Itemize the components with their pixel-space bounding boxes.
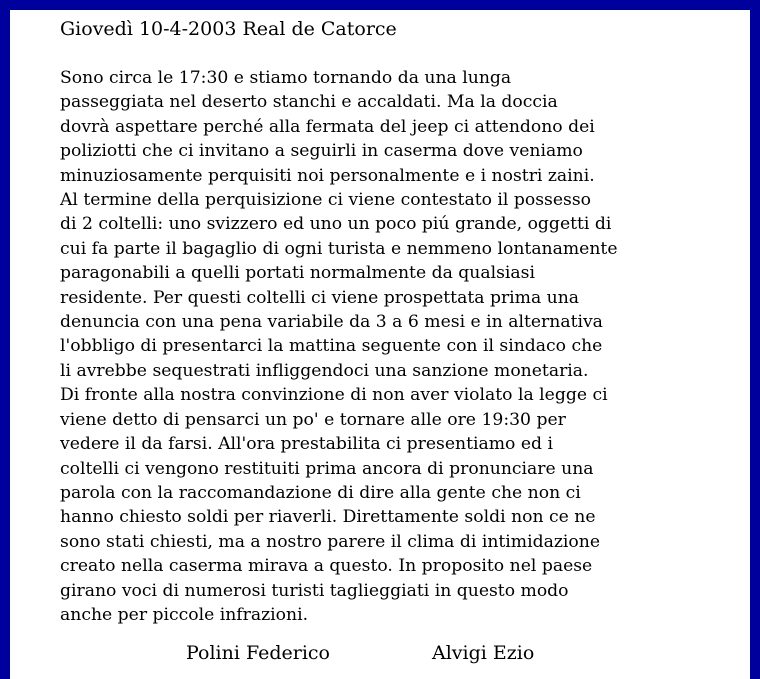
body-line: paragonabili a quelli portati normalmente da qualsiasi xyxy=(60,263,535,284)
body-line: residente. Per questi coltelli ci viene prospettata prima una xyxy=(60,287,580,308)
body-line: parola con la raccomandazione di dire alla gente che non ci xyxy=(60,482,581,503)
letter-body xyxy=(60,66,618,627)
body-line: poliziotti che ci invitano a seguirli in caserma dove veniamo xyxy=(60,141,583,162)
body-line: viene detto di pensarci un po' e tornare alle ore 19:30 per xyxy=(60,409,566,430)
body-line: creato nella caserma mirava a questo. In proposito nel paese xyxy=(60,556,593,577)
body-line: Di fronte alla nostra convinzione di non aver violato la legge ci xyxy=(60,385,608,406)
body-line: Al termine della perquisizione ci viene contestato il possesso xyxy=(60,190,592,211)
body-line: hanno chiesto soldi per riaverli. Direttamente soldi non ce ne xyxy=(60,507,596,528)
letter-heading: Giovedì 10-4-2003 Real de Catorce xyxy=(60,18,397,40)
body-line: denuncia con una pena variabile da 3 a 6 mesi e in alternativa xyxy=(60,312,603,333)
body-line: dovrà aspettare perché alla fermata del jeep ci attendono dei xyxy=(60,116,595,137)
body-line: minuziosamente perquisiti noi personalmente e i nostri zaini. xyxy=(60,165,595,186)
body-line: vedere il da farsi. All'ora prestabilita ci presentiamo ed i xyxy=(60,434,553,455)
body-line: girano voci di numerosi turisti taglieggiati in questo modo xyxy=(60,580,569,601)
body-line: anche per piccole infrazioni. xyxy=(60,604,309,625)
letter-sheet xyxy=(10,10,750,679)
signature-alvigi-ezio: Alvigi Ezio xyxy=(432,642,535,664)
body-line: cui fa parte il bagaglio di ogni turista e nemmeno lontanamente xyxy=(60,238,618,259)
body-line: Sono circa le 17:30 e stiamo tornando da una lunga xyxy=(60,68,512,88)
body-line: l'obbligo di presentarci la mattina seguente con il sindaco che xyxy=(60,336,603,357)
body-line: coltelli ci vengono restituiti prima ancora di pronunciare una xyxy=(60,458,594,479)
body-line: passeggiata nel deserto stanchi e accaldati. Ma la doccia xyxy=(60,92,558,113)
body-line: sono stati chiesti, ma a nostro parere il clima di intimidazione xyxy=(60,531,600,552)
body-line: di 2 coltelli: uno svizzero ed uno un poco piú grande, oggetti di xyxy=(60,214,612,235)
body-line: li avrebbe sequestrati infliggendoci una sanzione monetaria. xyxy=(60,360,589,381)
signature-polini-federico: Polini Federico xyxy=(186,642,330,664)
